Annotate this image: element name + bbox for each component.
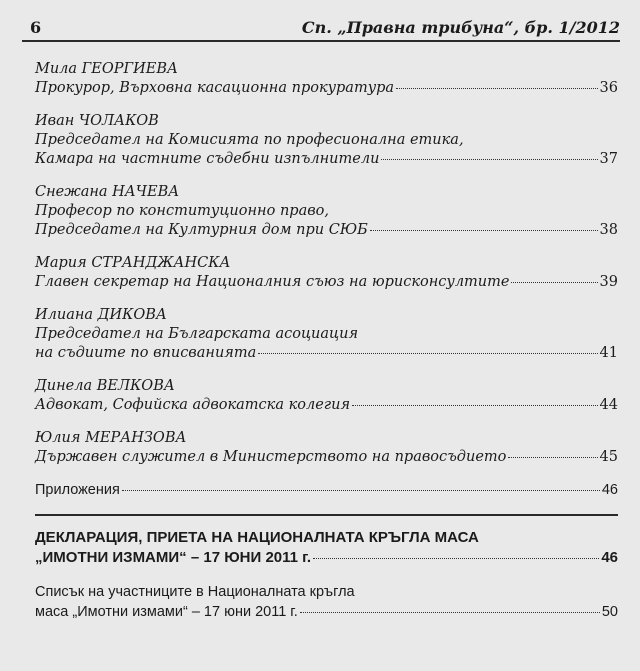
toc-line bbox=[35, 325, 618, 344]
author-name: Илиана ДИКОВА bbox=[35, 307, 167, 323]
toc-line bbox=[35, 221, 618, 240]
divider bbox=[35, 514, 618, 516]
author-position: Председател на Комисията по професионална етика, bbox=[35, 132, 464, 148]
toc-entry bbox=[35, 112, 618, 169]
toc-line bbox=[35, 79, 618, 98]
leader-dots bbox=[381, 159, 597, 160]
declaration-title: ДЕКЛАРАЦИЯ, ПРИЕТА НА НАЦИОНАЛНАТА КРЪГЛА МАСА bbox=[35, 529, 479, 546]
toc-line bbox=[35, 150, 618, 169]
author-position: Държавен служител в Министерството на правосъдието bbox=[35, 449, 507, 465]
leader-dots bbox=[511, 282, 597, 283]
leader-dots bbox=[370, 230, 598, 231]
toc-line bbox=[35, 602, 618, 622]
toc-appendix bbox=[35, 481, 618, 500]
author-position: Председател на Българската асоциация bbox=[35, 326, 359, 342]
page-ref: 45 bbox=[599, 449, 618, 465]
toc-entry bbox=[35, 254, 618, 292]
table-of-contents bbox=[35, 60, 618, 622]
toc-entry bbox=[35, 306, 618, 363]
toc-line bbox=[35, 481, 618, 500]
toc-line bbox=[35, 131, 618, 150]
author-name: Мила ГЕОРГИЕВА bbox=[35, 61, 178, 77]
leader-dots bbox=[396, 88, 598, 89]
toc-line bbox=[35, 344, 618, 363]
author-name: Иван ЧОЛАКОВ bbox=[35, 113, 159, 129]
author-position: Професор по конституционно право, bbox=[35, 203, 329, 219]
toc-entry bbox=[35, 429, 618, 467]
author-position: Главен секретар на Националния съюз на юрисконсултите bbox=[35, 274, 510, 290]
author-name: Снежана НАЧЕВА bbox=[35, 184, 180, 200]
toc-line bbox=[35, 396, 618, 415]
author-position: Председател на Културния дом при СЮБ bbox=[35, 222, 368, 238]
page-ref: 39 bbox=[599, 274, 618, 290]
participants-title: Списък на участниците в Националната кръгла bbox=[35, 584, 355, 600]
page-ref: 38 bbox=[599, 222, 618, 238]
toc-line bbox=[35, 548, 618, 568]
page-header bbox=[22, 18, 620, 42]
page-ref: 36 bbox=[599, 80, 618, 96]
page-ref: 44 bbox=[599, 397, 618, 413]
leader-dots bbox=[508, 457, 597, 458]
toc-line bbox=[35, 582, 618, 602]
participants-subtitle: маса „Имотни измами“ – 17 юни 2011 г. bbox=[35, 604, 298, 620]
toc-entry bbox=[35, 377, 618, 415]
toc-entry bbox=[35, 183, 618, 240]
page-ref: 46 bbox=[601, 482, 618, 498]
toc-line bbox=[35, 202, 618, 221]
leader-dots bbox=[313, 558, 599, 559]
appendix-label: Приложения bbox=[35, 482, 120, 498]
toc-participants bbox=[35, 582, 618, 622]
journal-title: Сп. „Правна трибуна“, бр. 1/2012 bbox=[301, 18, 620, 37]
author-position: Адвокат, Софийска адвокатска колегия bbox=[35, 397, 351, 413]
author-position: на съдиите по вписванията bbox=[35, 345, 257, 361]
toc-line bbox=[35, 273, 618, 292]
page-ref: 46 bbox=[601, 549, 618, 566]
declaration-subtitle: „ИМОТНИ ИЗМАМИ“ – 17 ЮНИ 2011 г. bbox=[35, 549, 312, 566]
page-ref: 50 bbox=[601, 604, 618, 620]
toc-entry bbox=[35, 60, 618, 98]
leader-dots bbox=[352, 405, 597, 406]
page-ref: 37 bbox=[599, 151, 618, 167]
author-position: Прокурор, Върховна касационна прокуратура bbox=[35, 80, 395, 96]
leader-dots bbox=[122, 490, 600, 491]
toc-declaration bbox=[35, 528, 618, 568]
author-position: Камара на частните съдебни изпълнители bbox=[35, 151, 380, 167]
author-name: Мария СТРАНДЖАНСКА bbox=[35, 255, 231, 271]
toc-line bbox=[35, 448, 618, 467]
author-name: Динела ВЕЛКОВА bbox=[35, 378, 175, 394]
page-ref: 41 bbox=[599, 345, 618, 361]
page-number: 6 bbox=[30, 18, 42, 37]
author-name: Юлия МЕРАНЗОВА bbox=[35, 430, 187, 446]
leader-dots bbox=[258, 353, 597, 354]
leader-dots bbox=[300, 612, 600, 613]
